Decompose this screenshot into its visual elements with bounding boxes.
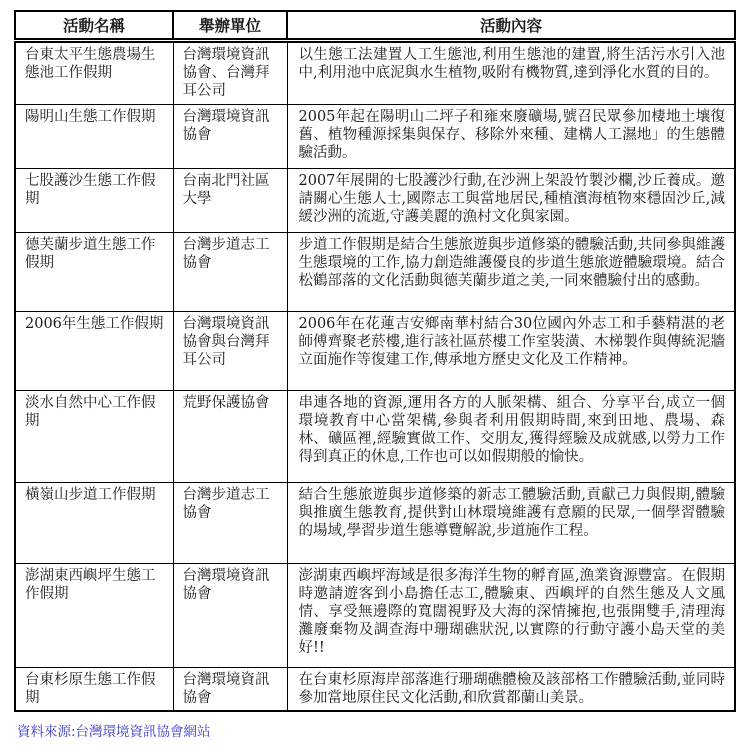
activity-content-cell: 2006年在花蓮吉安鄉南華村結合30位國內外志工和手藝精湛的老師傅齊聚老菸樓,進行該社區菸樓工作室裝潢、木梯製作與傳統泥牆立面施作等復建工作,傳承地方歷史文化及工作精神。: [287, 312, 735, 391]
activities-table: [14, 10, 736, 712]
activity-name-cell: 澎湖東西嶼坪生態工作假期: [15, 564, 173, 668]
activity-content-cell: 結合生態旅遊與步道修築的新志工體驗活動,貢獻己力與假期,體驗與推廣生態教育,提供對山林環境維護有意願的民眾,一個學習體驗的場域,學習步道生態導覽解說,步道施作工程。: [287, 483, 735, 564]
table-row: [15, 564, 735, 668]
organizer-cell: 荒野保護協會: [173, 391, 287, 483]
table-row: [15, 391, 735, 483]
organizer-cell: 台南北門社區大學: [173, 169, 287, 233]
organizer-cell: 台灣步道志工協會: [173, 483, 287, 564]
activity-name-cell: 台東杉原生態工作假期: [15, 668, 173, 712]
table-row: [15, 312, 735, 391]
table-body: [15, 41, 735, 712]
table-row: [15, 105, 735, 169]
activity-name-cell: 七股護沙生態工作假期: [15, 169, 173, 233]
activity-name-cell: 淡水自然中心工作假期: [15, 391, 173, 483]
table-row: [15, 483, 735, 564]
organizer-cell: 台灣環境資訊協會與台灣拜耳公司: [173, 312, 287, 391]
activity-name-cell: 2006年生態工作假期: [15, 312, 173, 391]
table-row: [15, 668, 735, 712]
activity-content-cell: 2005年起在陽明山二坪子和雍來廢礦場,號召民眾參加棲地土壤復舊、植物種源採集與保存、移除外來種、建構人工濕地」的生態體驗活動。: [287, 105, 735, 169]
organizer-cell: 台灣步道志工協會: [173, 233, 287, 312]
table-row: [15, 41, 735, 105]
activity-content-cell: 在台東杉原海岸部落進行珊瑚礁體檢及該部格工作體驗活動,並同時參加當地原住民文化活動,和欣賞都蘭山美景。: [287, 668, 735, 712]
activity-content-cell: 2007年展開的七股護沙行動,在沙洲上架設竹製沙欄,沙丘養成。邀請關心生態人士,國際志工與當地居民,種植濱海植物來穩固沙丘,減緩沙洲的流逝,守護美麗的漁村文化與家園。: [287, 169, 735, 233]
organizer-cell: 台灣環境資訊協會: [173, 105, 287, 169]
organizer-cell: 台灣環境資訊協會: [173, 564, 287, 668]
activity-name-cell: 台東太平生態農場生態池工作假期: [15, 41, 173, 105]
col-header-organizer: 舉辦單位: [173, 11, 287, 41]
source-note: 資料來源:台灣環境資訊協會網站: [17, 724, 211, 740]
activity-content-cell: 步道工作假期是結合生態旅遊與步道修築的體驗活動,共同參與維護生態環境的工作,協力創造維護優良的步道生態旅遊體驗環境。結合松鶴部落的文化活動與德芙蘭步道之美,一同來體驗付出的感動。: [287, 233, 735, 312]
col-header-activity-content: 活動內容: [287, 11, 735, 41]
header-row: [15, 11, 735, 41]
organizer-cell: 台灣環境資訊協會、台灣拜耳公司: [173, 41, 287, 105]
table-row: [15, 169, 735, 233]
table-row: [15, 233, 735, 312]
activity-content-cell: 以生態工法建置人工生態池,利用生態池的建置,將生活污水引入池中,利用池中底泥與水生植物,吸附有機物質,達到淨化水質的目的。: [287, 41, 735, 105]
activity-name-cell: 德芙蘭步道生態工作假期: [15, 233, 173, 312]
organizer-cell: 台灣環境資訊協會: [173, 668, 287, 712]
activity-content-cell: 澎湖東西嶼坪海域是很多海洋生物的孵育區,漁業資源豐富。在假期時邀請遊客到小島擔任志工,體驗東、西嶼坪的自然生態及人文風情、享受無邊際的寬闊視野及大海的深情擁抱,也張開雙手,清理海灘廢棄物及調查海中珊瑚礁狀況,以實際的行動守護小島天堂的美好!!: [287, 564, 735, 668]
col-header-activity-name: 活動名稱: [15, 11, 173, 41]
activity-name-cell: 陽明山生態工作假期: [15, 105, 173, 169]
activity-content-cell: 串連各地的資源,運用各方的人脈架構、組合、分享平台,成立一個環境教育中心當架構,參與者利用假期時間,來到田地、農場、森林、礦區裡,經驗實做工作、交朋友,獲得經驗及成就感,以勞力工作得到真正的休息,工作也可以如假期般的愉快。: [287, 391, 735, 483]
activity-name-cell: 橫嶺山步道工作假期: [15, 483, 173, 564]
